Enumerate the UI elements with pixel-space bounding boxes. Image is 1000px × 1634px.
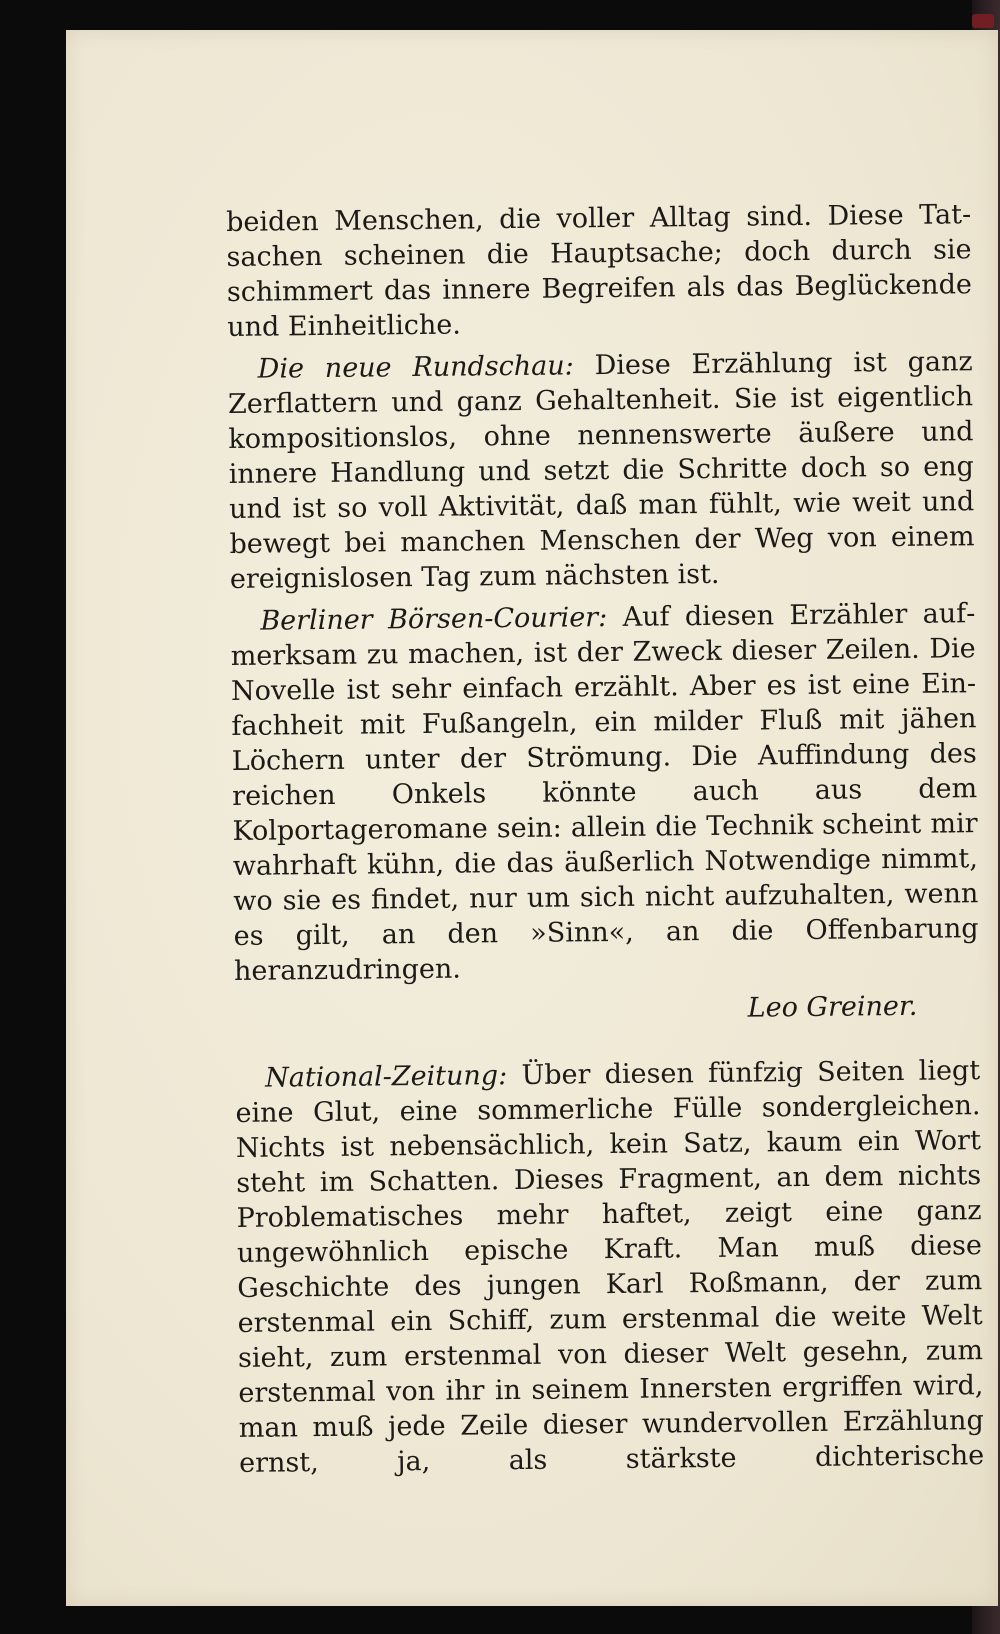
paragraph-text: Über diesen fünfzig Seiten liegt eine Glut, eine sommerliche Fülle sondergleichen. Nichts ist nebensächlich, kein Satz, kaum ein Wort steht im Schatten. Dieses Fragment, an dem nichts Problematisches mehr haftet, zeigt eine ganz ungewöhnlich epische Kraft. Man muß diese Geschichte des jungen Karl Roßmann, der zum erstenmal ein Schiff, zum erstenmal die weite Welt sieht, zum erstenmal von dieser Welt gesehn, zum erstenmal von ihr in seinem Innersten ergriffen wird, man muß jede Zeile dieser wundervollen Erzählung ernst, ja, als stärkste dichterische <box>235 1055 985 1479</box>
review-paragraph <box>230 596 979 989</box>
paragraph-text: Diese Erzählung ist ganz Zerflattern und ganz Gehaltenheit. Sie ist eigentlich kompositionslos, ohne nennenswerte äußere und innere Handlung und setzt die Schritte doch so eng und ist so voll Aktivität, daß man fühlt, wie weit und bewegt bei manchen Menschen der Weg von einem ereignislosen Tag zum nächsten ist. <box>227 346 975 595</box>
page-text-block <box>226 197 984 1488</box>
paragraph <box>226 197 972 345</box>
paragraph-text: Auf diesen Erzähler aufmerksam zu machen, ist der Zweck dieser Zeilen. Die Novelle ist sehr einfach erzählt. Aber es ist eine Einfachheit mit Fußangeln, ein milder Fluß mit jähen Löchern unter der Strömung. Die Auffindung des reichen Onkels könnte auch aus dem Kolportageromane sein: allein die Technik scheint mir wahrhaft kühn, die das äußerlich Notwendige nimmt, wo sie es findet, nur um sich nicht aufzuhalten, wenn es gilt, an den »Sinn«, an die Offenbarung heranzudringen. <box>230 598 979 987</box>
paper-page <box>66 30 998 1606</box>
review-source: Die neue Rundschau: <box>257 350 574 385</box>
signature: Leo Greiner. <box>747 990 918 1024</box>
paragraph-text: beiden Menschen, die voller Alltag sind. Diese Tatsachen scheinen die Hauptsache; doch durch sie schimmert das innere Begreifen als das Beglückende und Einheitliche. <box>226 199 973 343</box>
review-source: National-Zeitung: <box>264 1060 508 1094</box>
review-source: Berliner Börsen-Courier: <box>260 602 608 637</box>
review-paragraph <box>228 344 976 597</box>
cover-color-patch <box>972 14 994 28</box>
review-paragraph <box>235 1053 984 1481</box>
